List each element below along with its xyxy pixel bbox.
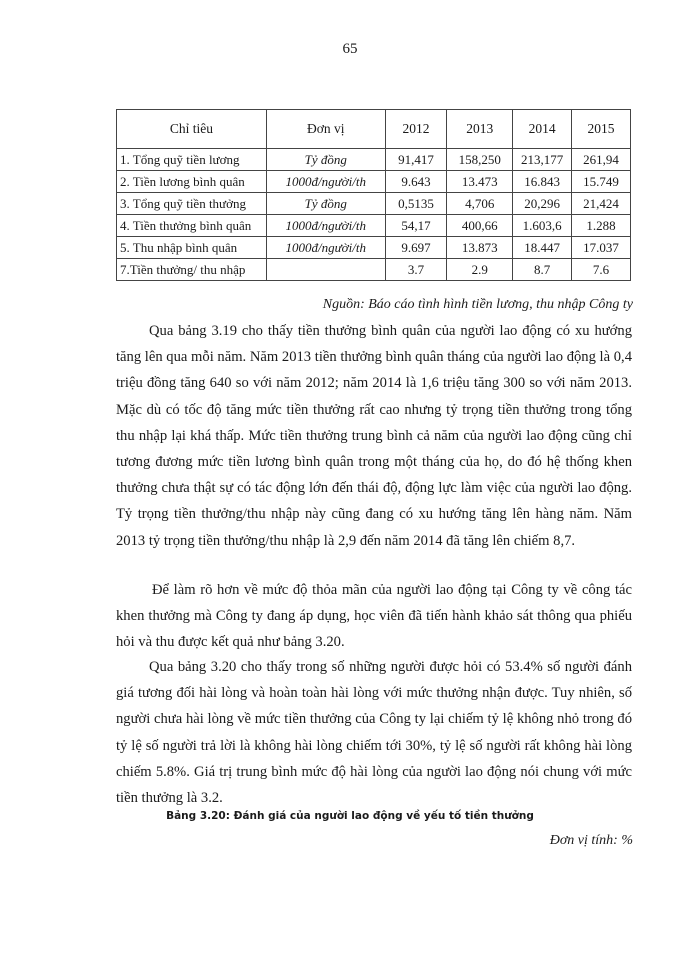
row-unit: Tỷ đồng bbox=[266, 149, 385, 171]
cell-2014: 213,177 bbox=[513, 149, 572, 171]
cell-2013: 400,66 bbox=[447, 215, 513, 237]
row-label: 3. Tổng quỹ tiền thưởng bbox=[117, 193, 267, 215]
table-row bbox=[117, 215, 631, 237]
table-row bbox=[117, 193, 631, 215]
body-paragraph: Để làm rõ hơn về mức độ thỏa mãn của người lao động tại Công ty về công tác khen thưởng mà Công ty đang áp dụng, học viên đã tiến hành khảo sát thông qua phiếu hỏi và thu được kết quả như bảng 3.20. bbox=[116, 582, 632, 651]
cell-2014: 16.843 bbox=[513, 171, 572, 193]
cell-2015: 17.037 bbox=[572, 237, 631, 259]
table-header-row bbox=[117, 110, 631, 149]
table-row bbox=[117, 149, 631, 171]
cell-2012: 9.643 bbox=[385, 171, 447, 193]
row-label: 2. Tiền lương bình quân bbox=[117, 171, 267, 193]
unit-note: Đơn vị tính: % bbox=[549, 833, 633, 848]
cell-2012: 91,417 bbox=[385, 149, 447, 171]
header-cell-indicator: Chỉ tiêu bbox=[117, 110, 267, 149]
cell-2014: 8.7 bbox=[513, 259, 572, 281]
source-note: Nguồn: Báo cáo tình hình tiền lương, thu nhập Công ty bbox=[322, 297, 633, 312]
cell-2015: 1.288 bbox=[572, 215, 631, 237]
cell-2013: 2.9 bbox=[447, 259, 513, 281]
cell-2014: 20,296 bbox=[513, 193, 572, 215]
cell-2013: 13.473 bbox=[447, 171, 513, 193]
row-label: 4. Tiền thưởng bình quân bbox=[117, 215, 267, 237]
page-number: 65 bbox=[342, 41, 358, 57]
salary-bonus-table bbox=[116, 109, 631, 281]
cell-2015: 261,94 bbox=[572, 149, 631, 171]
cell-2013: 13.873 bbox=[447, 237, 513, 259]
body-paragraph: Qua bảng 3.19 cho thấy tiền thưởng bình quân của người lao động có xu hướng tăng lên qua mỗi năm. Năm 2013 tiền thưởng bình quân tháng của người lao động là 0,4 triệu đồng tăng 640 so với năm 2012; năm 2014 là 1,6 triệu tăng 300 so với năm 2013. Mặc dù có tốc độ tăng mức tiền thưởng rất cao nhưng tỷ trọng tiền thưởng trong tổng thu nhập lại khá thấp. Mức tiền thưởng trung bình cả năm của người lao động cũng chỉ tương đương mức tiền lương bình quân trong một tháng của họ, do đó hệ thống khen thưởng chưa thật sự có tác động lớn đến thái độ, động lực làm việc của người lao động. Tỷ trọng tiền thưởng/thu nhập này cũng đang có xu hướng tăng lên hàng năm. Năm 2013 tỷ trọng tiền thưởng/thu nhập là 2,9 đến năm 2014 đã tăng lên chiếm 8,7. bbox=[116, 323, 632, 549]
cell-2013: 4,706 bbox=[447, 193, 513, 215]
row-unit bbox=[266, 259, 385, 281]
row-label: 1. Tổng quỹ tiền lương bbox=[117, 149, 267, 171]
cell-2012: 9.697 bbox=[385, 237, 447, 259]
row-label: 7.Tiền thưởng/ thu nhập bbox=[117, 259, 267, 281]
table-row bbox=[117, 237, 631, 259]
header-cell-2015: 2015 bbox=[572, 110, 631, 149]
header-cell-2012: 2012 bbox=[385, 110, 447, 149]
table-row bbox=[117, 259, 631, 281]
cell-2015: 7.6 bbox=[572, 259, 631, 281]
cell-2012: 54,17 bbox=[385, 215, 447, 237]
cell-2012: 3.7 bbox=[385, 259, 447, 281]
header-cell-2013: 2013 bbox=[447, 110, 513, 149]
row-label: 5. Thu nhập bình quân bbox=[117, 237, 267, 259]
row-unit: 1000đ/người/th bbox=[266, 237, 385, 259]
body-paragraph: Qua bảng 3.20 cho thấy trong số những người được hỏi có 53.4% số người đánh giá tương đối hài lòng và hoàn toàn hài lòng với mức thưởng nhận được. Tuy nhiên, số người chưa hài lòng về mức tiền thưởng của Công ty lại chiếm tỷ lệ không nhỏ trong đó tỷ lệ số người trả lời là không hài lòng chiếm tới 30%, tỷ lệ số người rất không hài lòng chiếm 5.8%. Giá trị trung bình mức độ hài lòng của người lao động nói chung với mức tiền thưởng là 3.2. bbox=[116, 659, 632, 807]
cell-2012: 0,5135 bbox=[385, 193, 447, 215]
row-unit: Tỷ đồng bbox=[266, 193, 385, 215]
row-unit: 1000đ/người/th bbox=[266, 215, 385, 237]
cell-2014: 1.603,6 bbox=[513, 215, 572, 237]
row-unit: 1000đ/người/th bbox=[266, 171, 385, 193]
cell-2014: 18.447 bbox=[513, 237, 572, 259]
header-cell-unit: Đơn vị bbox=[266, 110, 385, 149]
table-caption: Bảng 3.20: Đánh giá của người lao động về yếu tố tiền thưởng bbox=[166, 810, 534, 822]
cell-2015: 15.749 bbox=[572, 171, 631, 193]
cell-2013: 158,250 bbox=[447, 149, 513, 171]
header-cell-2014: 2014 bbox=[513, 110, 572, 149]
cell-2015: 21,424 bbox=[572, 193, 631, 215]
table-row bbox=[117, 171, 631, 193]
